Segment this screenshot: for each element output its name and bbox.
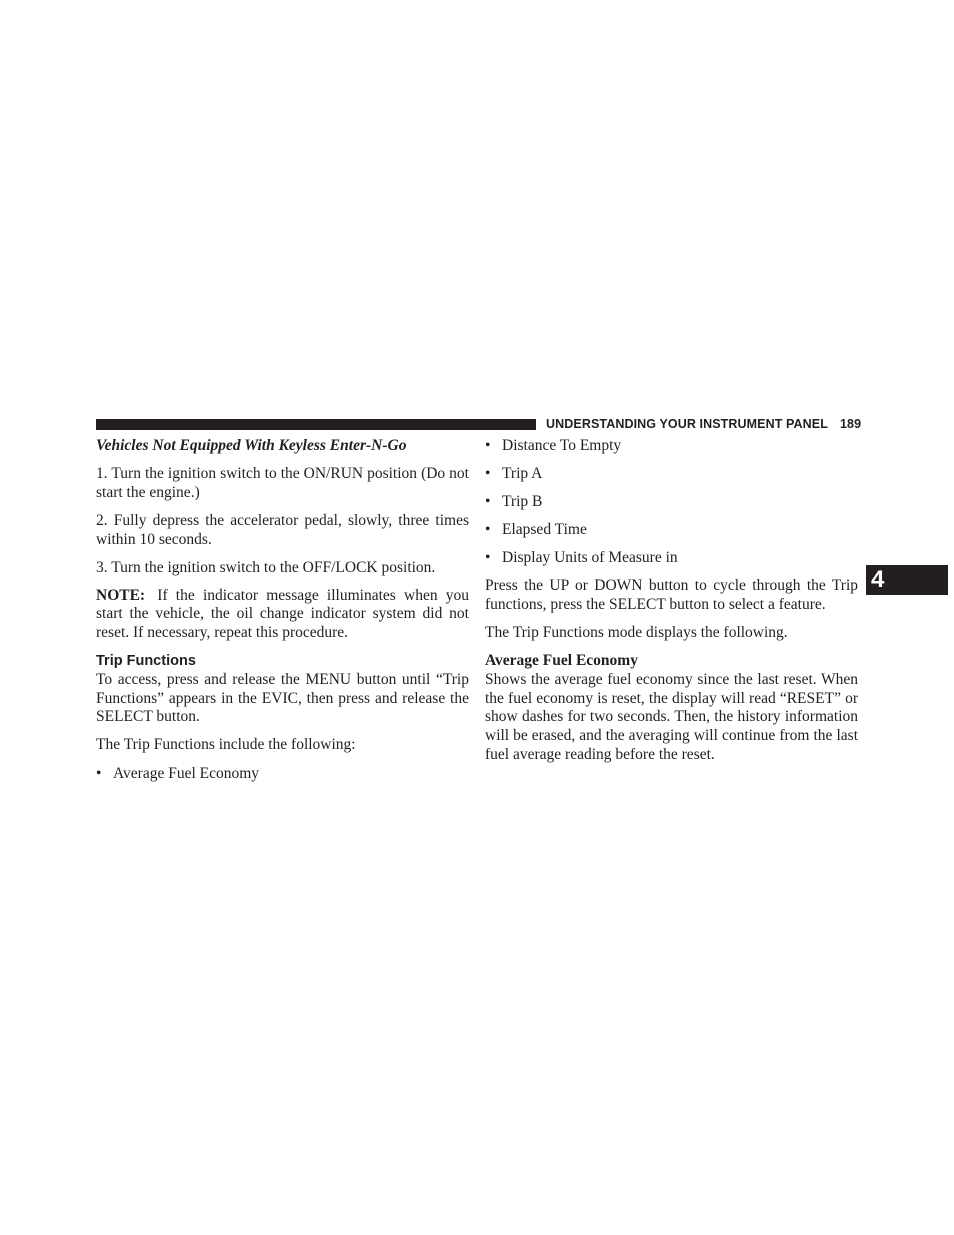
average-fuel-economy-heading: Average Fuel Economy xyxy=(485,652,638,670)
trip-intro: To access, press and release the MENU button until “Trip Functions” appears in the EVIC, then press and release the SELECT button. xyxy=(96,670,469,726)
bullet-icon: • xyxy=(485,465,491,483)
bullet-icon: • xyxy=(96,764,102,782)
note-label: NOTE: xyxy=(96,586,146,604)
note-text: If the indicator message illuminates when you start the vehicle, the oil change indicator system did not reset. If necessary, repeat this procedure. xyxy=(96,586,470,642)
average-fuel-economy-text: Shows the average fuel economy since the last reset. When the fuel economy is reset, the display will read “RESET” or show dashes for two seconds. Then, the history information will be erased, and the averaging will continue from the last fuel average reading before the reset. xyxy=(485,671,858,763)
list-item: • Trip A xyxy=(485,465,543,483)
list-item: • Display Units of Measure in xyxy=(485,549,678,567)
right-column xyxy=(485,437,858,774)
mode-paragraph: The Trip Functions mode displays the following. xyxy=(485,624,788,642)
page-number: 189 xyxy=(839,417,862,431)
note-paragraph xyxy=(96,587,469,643)
section-title: UNDERSTANDING YOUR INSTRUMENT PANEL xyxy=(546,417,828,431)
step-1: 1. Turn the ignition switch to the ON/RUN position (Do not start the engine.) xyxy=(96,465,469,501)
trip-functions-heading: Trip Functions xyxy=(96,653,196,670)
trip-include: The Trip Functions include the following: xyxy=(96,736,356,754)
list-item: • Average Fuel Economy xyxy=(96,764,260,782)
chapter-tab: 4 xyxy=(866,565,948,595)
left-column xyxy=(96,437,469,793)
header-rule xyxy=(96,419,536,430)
bullet-icon: • xyxy=(485,521,491,539)
step-3: 3. Turn the ignition switch to the OFF/LOCK position. xyxy=(96,558,436,576)
step-2: 2. Fully depress the accelerator pedal, slowly, three times within 10 seconds. xyxy=(96,511,469,548)
cycle-paragraph: Press the UP or DOWN button to cycle through the Trip functions, press the SELECT button to select a feature. xyxy=(485,577,858,614)
bullet-icon: • xyxy=(485,493,491,511)
running-header xyxy=(546,417,862,431)
bullet-icon: • xyxy=(485,549,491,567)
list-item: • Trip B xyxy=(485,493,543,511)
bullet-icon: • xyxy=(485,437,491,454)
list-item: • Distance To Empty xyxy=(485,437,622,454)
subheading-keyless: Vehicles Not Equipped With Keyless Enter-N-Go xyxy=(96,437,407,454)
list-item: • Elapsed Time xyxy=(485,521,587,539)
